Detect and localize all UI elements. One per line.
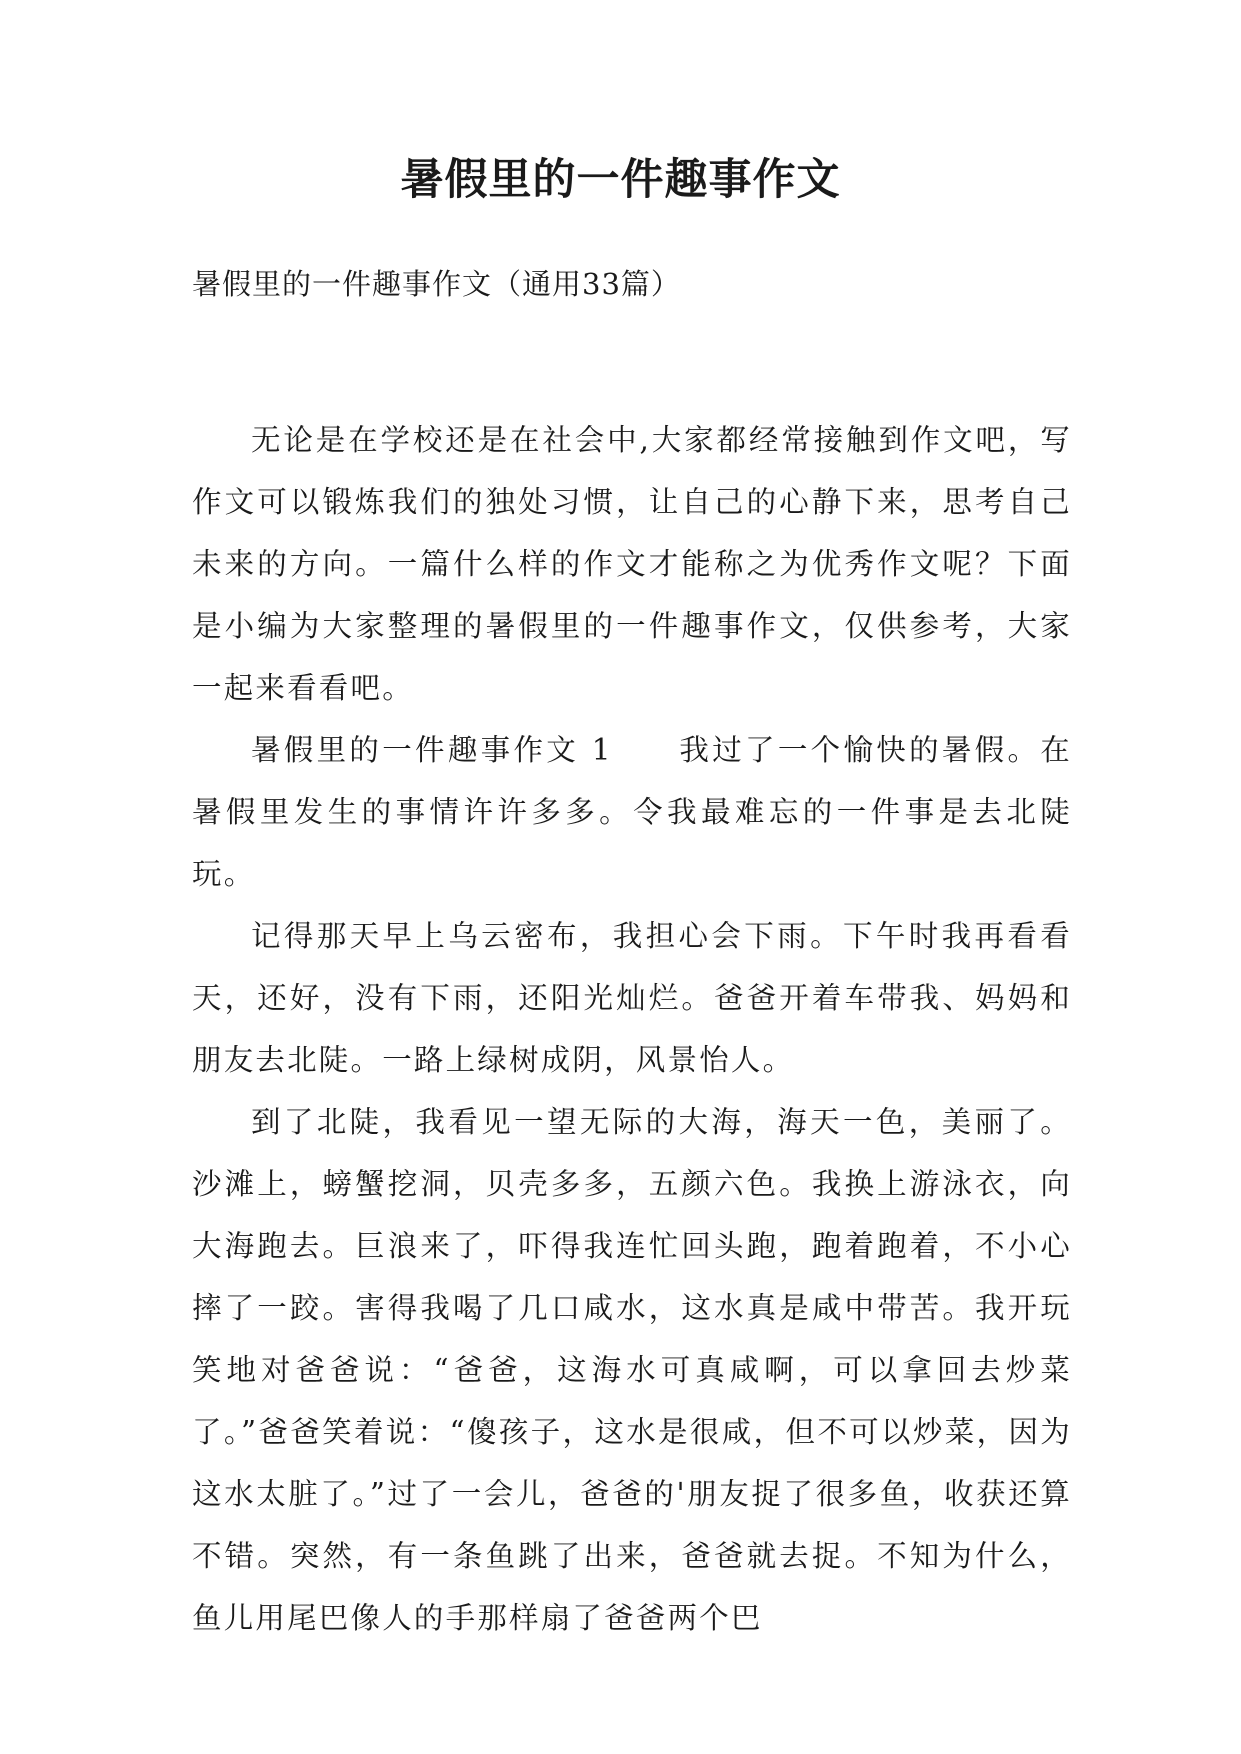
paragraph-weather: 记得那天早上乌云密布，我担心会下雨。下午时我再看看天，还好，没有下雨，还阳光灿烂。爸爸开着车带我、妈妈和朋友去北陡。一路上绿树成阴，风景怡人。: [192, 919, 1072, 1077]
document-title: 暑假里的一件趣事作文: [400, 155, 841, 205]
document-subtitle: 暑假里的一件趣事作文（通用33篇）: [192, 267, 681, 301]
paragraph-intro: 无论是在学校还是在社会中,大家都经常接触到作文吧，写作文可以锻炼我们的独处习惯，让自己的心静下来，思考自己未来的方向。一篇什么样的作文才能称之为优秀作文呢？下面是小编为大家整理的暑假里的一件趣事作文，仅供参考，大家一起来看看吧。: [192, 423, 1072, 705]
document-body: [192, 409, 1072, 1649]
paragraph-essay-1-opening: 暑假里的一件趣事作文 1 我过了一个愉快的暑假。在暑假里发生的事情许许多多。令我最难忘的一件事是去北陡玩。: [192, 733, 1072, 891]
paragraph-beach: 到了北陡，我看见一望无际的大海，海天一色，美丽了。沙滩上，螃蟹挖洞，贝壳多多，五颜六色。我换上游泳衣，向大海跑去。巨浪来了，吓得我连忙回头跑，跑着跑着，不小心摔了一跤。害得我喝了几口咸水，这水真是咸中带苦。我开玩笑地对爸爸说：“爸爸，这海水可真咸啊，可以拿回去炒菜了。”爸爸笑着说：“傻孩子，这水是很咸，但不可以炒菜，因为这水太脏了。”过了一会儿，爸爸的'朋友捉了很多鱼，收获还算不错。突然，有一条鱼跳了出来，爸爸就去捉。不知为什么，鱼儿用尾巴像人的手那样扇了爸爸两个巴: [192, 1105, 1072, 1635]
